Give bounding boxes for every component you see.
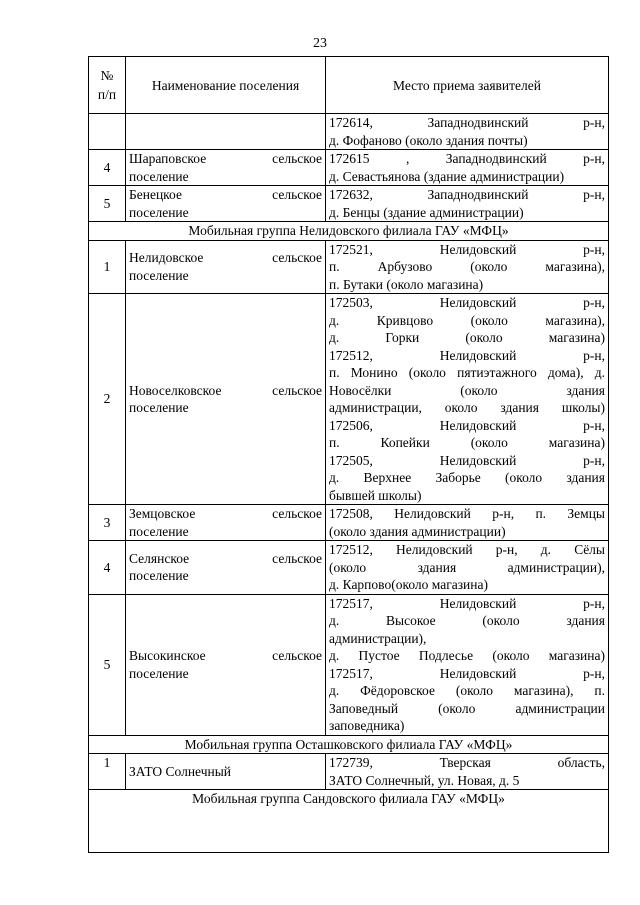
settlement-line: поселение	[129, 400, 189, 415]
table-row	[89, 754, 609, 790]
row-num: 5	[89, 186, 126, 222]
place-line: п. Копейки (около магазина)	[329, 435, 605, 450]
table-row	[89, 594, 609, 735]
place-line: д. Фофаново (около здания почты)	[329, 132, 528, 148]
table-row	[89, 114, 609, 150]
place-line: заповедника)	[329, 718, 405, 733]
row-place	[326, 505, 609, 541]
settlement-line: поселение	[129, 168, 189, 184]
row-settlement	[126, 541, 326, 595]
header-num	[89, 57, 126, 114]
place-line: д. Высокое (около здания	[329, 613, 605, 628]
group-title: Мобильная группа Нелидовского филиала ГАУ «МФЦ»	[89, 222, 609, 241]
row-place	[326, 150, 609, 186]
settlement-line: Земцовское сельское	[129, 506, 322, 521]
place-line: д. Фёдоровское (около магазина), п.	[329, 683, 605, 698]
settlement-line: Новоселковское сельское	[129, 382, 322, 398]
place-line: 172512, Нелидовский р-н,	[329, 347, 605, 363]
header-num-label: п/п	[97, 87, 117, 102]
settlement-line: Нелидовское сельское	[129, 250, 322, 266]
settlement-line: поселение	[129, 267, 189, 283]
table-row	[89, 505, 609, 541]
row-place	[326, 541, 609, 595]
place-line: 172508, Нелидовский р-н, п. Земцы	[329, 506, 605, 521]
settlement-line: Высокинское сельское	[129, 648, 322, 663]
place-line: бывшей школы)	[329, 487, 422, 503]
row-num: 1	[89, 240, 126, 294]
place-line: 172505, Нелидовский р-н,	[329, 452, 605, 468]
place-line: 172521, Нелидовский р-н,	[329, 241, 605, 257]
place-line: д. Пустое Подлесье (около магазина)	[329, 648, 605, 663]
place-line: 172503, Нелидовский р-н,	[329, 295, 605, 310]
place-line: д. Верхнее Заборье (около здания	[329, 470, 605, 485]
page-number: 23	[313, 36, 327, 51]
place-line: администрации),	[329, 630, 427, 646]
row-place	[326, 294, 609, 505]
group-title: Мобильная группа Сандовского филиала ГАУ «МФЦ»	[89, 790, 609, 808]
table-row	[89, 240, 609, 294]
place-line: 172506, Нелидовский р-н,	[329, 417, 605, 433]
place-line: 172517, Нелидовский р-н,	[329, 665, 605, 681]
group-title: Мобильная группа Осташковского филиала ГАУ «МФЦ»	[89, 735, 609, 754]
row-settlement	[126, 150, 326, 186]
place-line: д. Кривцово (около магазина),	[329, 312, 605, 328]
row-num: 1	[89, 754, 126, 790]
row-num	[89, 114, 126, 150]
row-place	[326, 114, 609, 150]
place-line: Новосёлки (около здания	[329, 382, 605, 398]
settlement-line: Селянское сельское	[129, 550, 322, 566]
empty-cell	[89, 808, 609, 853]
place-line: (около здания администрации)	[329, 523, 506, 539]
table-row	[89, 294, 609, 505]
settlement-line: поселение	[129, 523, 189, 539]
table-header	[89, 57, 609, 114]
nelidovo-rows	[89, 240, 609, 735]
place-line: д. Бенцы (здание администрации)	[329, 204, 524, 220]
place-line: д. Карпово(около магазина)	[329, 577, 488, 592]
group-header-nelidovo	[89, 222, 609, 241]
row-place	[326, 754, 609, 790]
place-line: 172614, Западнодвинский р-н,	[329, 115, 605, 130]
place-line: п. Арбузово (около магазина),	[329, 259, 605, 274]
settlement-line: Шараповское сельское	[129, 151, 322, 166]
row-settlement	[126, 594, 326, 735]
place-line: ЗАТО Солнечный, ул. Новая, д. 5	[329, 772, 520, 788]
row-num: 5	[89, 594, 126, 735]
row-settlement	[126, 186, 326, 222]
place-line: 172739, Тверская область,	[329, 755, 605, 770]
row-num: 2	[89, 294, 126, 505]
place-line: 172632, Западнодвинский р-н,	[329, 187, 605, 202]
place-line: 172512, Нелидовский р-н, д. Сёлы	[329, 542, 605, 557]
place-line: д. Горки (около магазина)	[329, 330, 605, 345]
header-num-symbol: №	[100, 68, 114, 83]
reception-table	[88, 56, 609, 853]
settlement-line: Бенецкое сельское	[129, 187, 322, 202]
row-settlement	[126, 114, 326, 150]
row-settlement	[126, 294, 326, 505]
place-line: д. Севастьянова (здание администрации)	[329, 168, 565, 184]
place-line: п. Монино (около пятиэтажного дома), д.	[329, 365, 605, 380]
settlement-line: поселение	[129, 204, 189, 220]
settlement-line: поселение	[129, 665, 189, 681]
group-header-ostashkov	[89, 735, 609, 754]
row-num: 4	[89, 150, 126, 186]
row-num: 3	[89, 505, 126, 541]
row-place	[326, 186, 609, 222]
place-line: администрации, около здания школы)	[329, 400, 605, 415]
row-place	[326, 594, 609, 735]
table-row-empty	[89, 808, 609, 853]
table-row	[89, 541, 609, 595]
row-num: 4	[89, 541, 126, 595]
place-line: (около здания администрации),	[329, 559, 605, 575]
settlement-line: поселение	[129, 568, 189, 584]
place-line: п. Бутаки (около магазина)	[329, 276, 484, 292]
row-settlement	[126, 240, 326, 294]
header-settlement: Наименование поселения	[126, 57, 326, 114]
table-row	[89, 150, 609, 186]
place-line: 172517, Нелидовский р-н,	[329, 595, 605, 611]
row-place	[326, 240, 609, 294]
table-row	[89, 186, 609, 222]
row-settlement: ЗАТО Солнечный	[126, 754, 326, 790]
row-settlement	[126, 505, 326, 541]
header-place: Место приема заявителей	[326, 57, 609, 114]
place-line: Заповедный (около администрации	[329, 700, 605, 716]
place-line: 172615 , Западнодвинский р-н,	[329, 151, 605, 166]
group-header-sandovo	[89, 790, 609, 808]
